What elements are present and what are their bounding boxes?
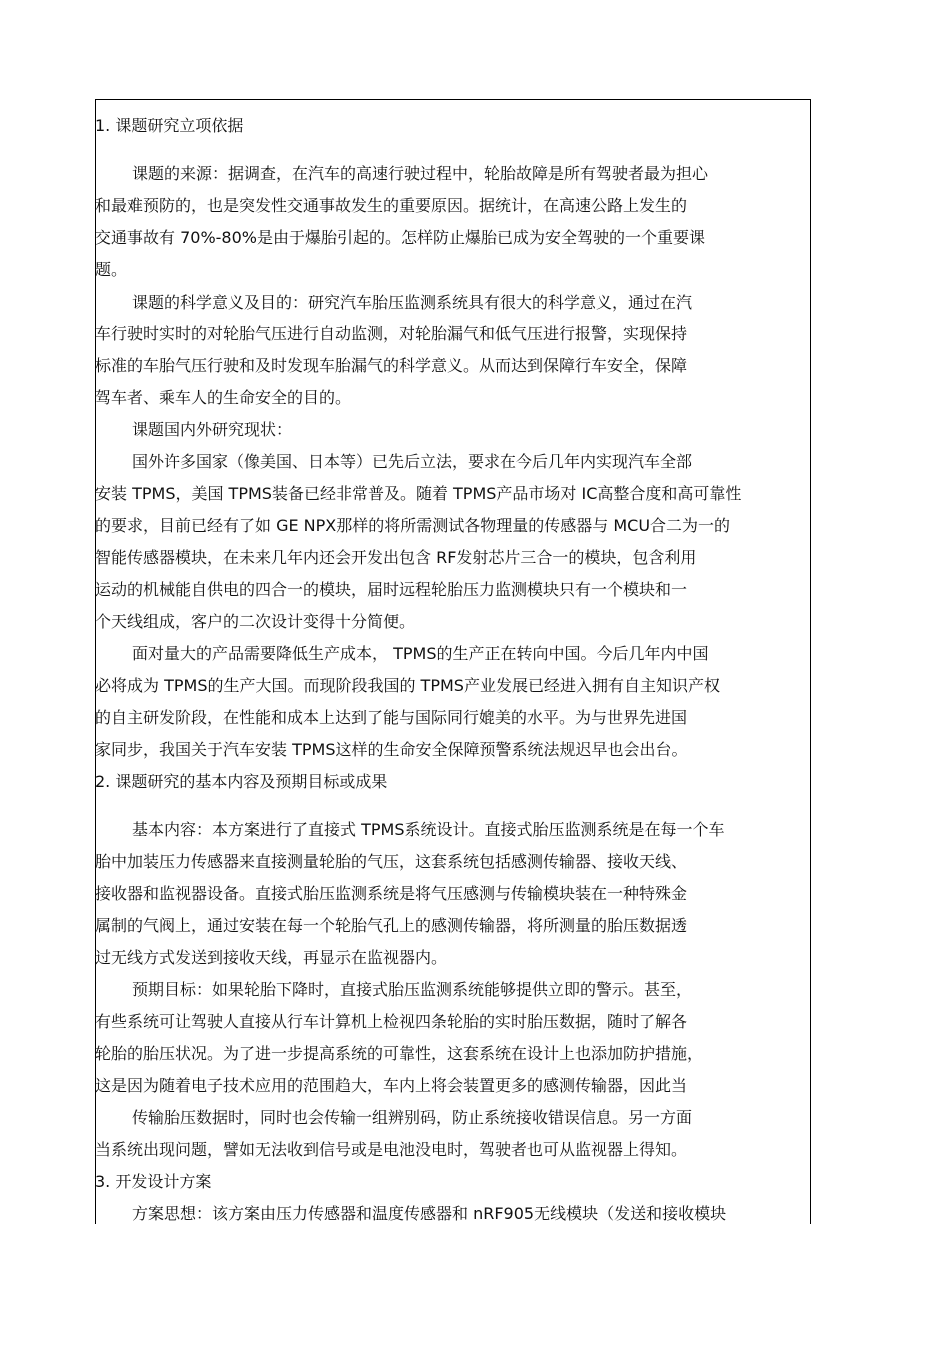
text-line: 传输胎压数据时，同时也会传输一组辨别码，防止系统接收错误信息。另一方面 — [132, 1108, 693, 1127]
section-heading: 1. 课题研究立项依据 — [95, 116, 244, 135]
text-line: 过无线方式发送到接收天线，再显示在监视器内。 — [95, 948, 448, 967]
text-line: 家同步，我国关于汽车安装 TPMS这样的生命安全保障预警系统法规迟早也会出台。 — [95, 740, 688, 759]
text-line: 国外许多国家（像美国、日本等）已先后立法，要求在今后几年内实现汽车全部 — [132, 452, 693, 471]
text-line: 个天线组成，客户的二次设计变得十分简便。 — [95, 612, 416, 631]
text-line: 这是因为随着电子技术应用的范围趋大，车内上将会装置更多的感测传输器，因此当 — [95, 1076, 688, 1095]
section-heading: 3. 开发设计方案 — [95, 1172, 212, 1191]
text-line: 课题国内外研究现状： — [132, 420, 293, 439]
text-line: 面对量大的产品需要降低生产成本， TPMS的生产正在转向中国。今后几年内中国 — [132, 644, 709, 663]
text-line: 题。 — [95, 260, 128, 279]
text-line: 基本内容：本方案进行了直接式 TPMS系统设计。直接式胎压监测系统是在每一个车 — [132, 820, 725, 839]
text-line: 课题的来源：据调查，在汽车的高速行驶过程中，轮胎故障是所有驾驶者最为担心 — [132, 164, 709, 183]
text-line: 必将成为 TPMS的生产大国。而现阶段我国的 TPMS产业发展已经进入拥有自主知识产权 — [95, 676, 720, 695]
text-line: 智能传感器模块，在未来几年内还会开发出包含 RF发射芯片三合一的模块，包含利用 — [95, 548, 697, 567]
text-line: 方案思想：该方案由压力传感器和温度传感器和 nRF905无线模块（发送和接收模块 — [132, 1204, 727, 1223]
text-line: 车行驶时实时的对轮胎气压进行自动监测，对轮胎漏气和低气压进行报警，实现保持 — [95, 324, 688, 343]
text-line: 当系统出现问题，譬如无法收到信号或是电池没电时，驾驶者也可从监视器上得知。 — [95, 1140, 688, 1159]
text-line: 的自主研发阶段，在性能和成本上达到了能与国际同行媲美的水平。为与世界先进国 — [95, 708, 688, 727]
text-line: 有些系统可让驾驶人直接从行车计算机上检视四条轮胎的实时胎压数据，随时了解各 — [95, 1012, 688, 1031]
text-line: 运动的机械能自供电的四合一的模块，届时远程轮胎压力监测模块只有一个模块和一 — [95, 580, 688, 599]
text-line: 预期目标：如果轮胎下降时，直接式胎压监测系统能够提供立即的警示。甚至， — [132, 980, 693, 999]
text-line: 驾车者、乘车人的生命安全的目的。 — [95, 388, 352, 407]
text-line: 安装 TPMS，美国 TPMS装备已经非常普及。随着 TPMS产品市场对 IC高整合度和高可靠性 — [95, 484, 742, 503]
text-line: 交通事故有 70%-80%是由于爆胎引起的。怎样防止爆胎已成为安全驾驶的一个重要课 — [95, 228, 705, 247]
text-line: 轮胎的胎压状况。为了进一步提高系统的可靠性，这套系统在设计上也添加防护措施， — [95, 1044, 704, 1063]
text-line: 属制的气阀上，通过安装在每一个轮胎气孔上的感测传输器，将所测量的胎压数据透 — [95, 916, 688, 935]
section-heading: 2. 课题研究的基本内容及预期目标或成果 — [95, 772, 388, 791]
text-line: 课题的科学意义及目的：研究汽车胎压监测系统具有很大的科学意义，通过在汽 — [132, 293, 693, 312]
text-line: 标准的车胎气压行驶和及时发现车胎漏气的科学意义。从而达到保障行车安全，保障 — [95, 356, 688, 375]
text-line: 胎中加装压力传感器来直接测量轮胎的气压，这套系统包括感测传输器、接收天线、 — [95, 852, 688, 871]
text-line: 和最难预防的，也是突发性交通事故发生的重要原因。据统计，在高速公路上发生的 — [95, 196, 688, 215]
text-line: 的要求，目前已经有了如 GE NPX那样的将所需测试各物理量的传感器与 MCU合二为一的 — [95, 516, 731, 535]
text-line: 接收器和监视器设备。直接式胎压监测系统是将气压感测与传输模块装在一种特殊金 — [95, 884, 688, 903]
